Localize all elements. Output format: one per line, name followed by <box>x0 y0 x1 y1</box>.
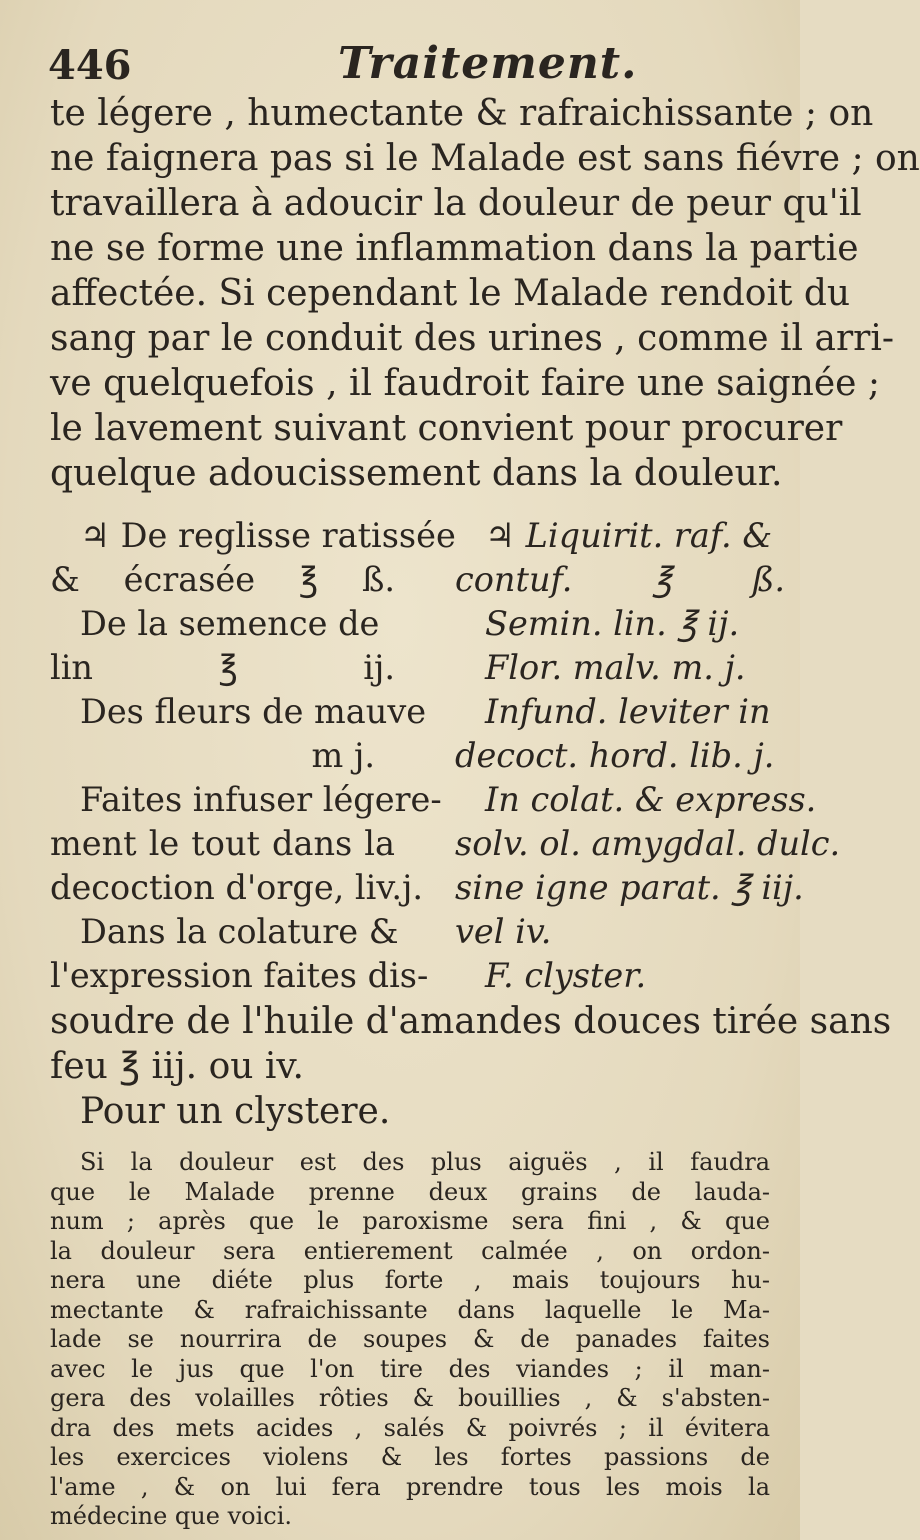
recipe-right-line: In colat. & express. <box>485 780 817 819</box>
text-line: l'ame , & on lui fera prendre tous les mois la <box>50 1472 770 1501</box>
recipe-left-line: m j. <box>311 736 375 775</box>
recipe-left-line: Dans la colature & <box>80 912 399 951</box>
recipe-left-line: ♃ De reglisse ratissée <box>80 516 456 555</box>
text-line: quelque adoucissement dans la douleur. <box>50 453 783 494</box>
recipe-right-line: sine igne parat. ℥ iij. <box>455 868 804 907</box>
text-line: ne faignera pas si le Malade est sans fiévre ; on <box>50 138 920 179</box>
text-line: travaillera à adoucir la douleur de peur qu'il <box>50 183 862 224</box>
recipe-right-line: decoct. hord. lib. j. <box>455 736 775 775</box>
text-line: que le Malade prenne deux grains de lauda- <box>50 1177 770 1206</box>
text-line: sang par le conduit des urines , comme il arri- <box>50 318 895 359</box>
text-line: Si la douleur est des plus aiguës , il faudra <box>80 1148 770 1176</box>
recipe-left-line: De la semence de <box>80 604 380 643</box>
page-header <box>48 38 770 92</box>
recipe-left-line: decoction d'orge, liv.j. <box>50 868 423 907</box>
running-title: Traitement. <box>338 38 638 89</box>
recipe-right-line: Infund. leviter in <box>485 692 771 731</box>
recipe-left-line: ment le tout dans la <box>50 824 395 863</box>
text-line: num ; après que le paroxisme sera fini , & que <box>50 1207 770 1235</box>
recipe-left-line: Des fleurs de mauve <box>80 692 427 731</box>
recipe-right-line: vel iv. <box>455 912 552 951</box>
page-number: 446 <box>48 42 132 89</box>
text-line: affectée. Si cependant le Malade rendoit du <box>50 273 851 314</box>
text-line: dra des mets acides , salés & poivrés ; il évitera <box>50 1413 770 1442</box>
text-line: soudre de l'huile d'amandes douces tirée sans <box>50 1001 892 1042</box>
text-line: mectante & rafraichissante dans laquelle le Ma- <box>50 1295 770 1324</box>
text-line: feu ℥ iij. ou iv. <box>50 1046 304 1087</box>
text-line: lade se nourrira de soupes & de panades faites <box>50 1325 770 1353</box>
recipe-right-line: Semin. lin. ℥ ij. <box>485 604 740 643</box>
recipe-right-line: ♃ Liquirit. raf. & <box>485 516 773 555</box>
text-line: les exercices violens & les fortes passions de <box>50 1443 770 1471</box>
text-line: médecine que voici. <box>50 1502 293 1530</box>
recipe-right-line: F. clyster. <box>485 956 647 995</box>
text-line: le lavement suivant convient pour procurer <box>50 408 843 449</box>
text-line: la douleur sera entierement calmée , on ordon- <box>50 1236 770 1265</box>
text-line: Pour un clystere. <box>80 1091 391 1132</box>
text-line: ve quelquefois , il faudroit faire une saignée ; <box>50 363 881 404</box>
recipe-left-line: lin ℥ ij. <box>50 648 395 687</box>
text-line: te légere , humectante & rafraichissante ; on <box>50 93 874 134</box>
recipe-left-line: & écrasée ℥ ß. <box>50 560 395 599</box>
text-line: ne se forme une inflammation dans la partie <box>50 228 859 269</box>
text-line: nera une diéte plus forte , mais toujours hu- <box>50 1266 770 1294</box>
recipe-right-line: Flor. malv. m. j. <box>485 648 746 687</box>
recipe-right-line: solv. ol. amygdal. dulc. <box>455 824 841 863</box>
text-line: avec le jus que l'on tire des viandes ; il man- <box>50 1354 770 1383</box>
recipe-left-line: Faites infuser légere- <box>80 780 442 819</box>
recipe-left-line: l'expression faites dis- <box>50 956 429 995</box>
text-line: gera des volailles rôties & bouillies , & s'absten- <box>50 1384 770 1412</box>
recipe-right-line: contuf. ℥ ß. <box>455 560 785 599</box>
